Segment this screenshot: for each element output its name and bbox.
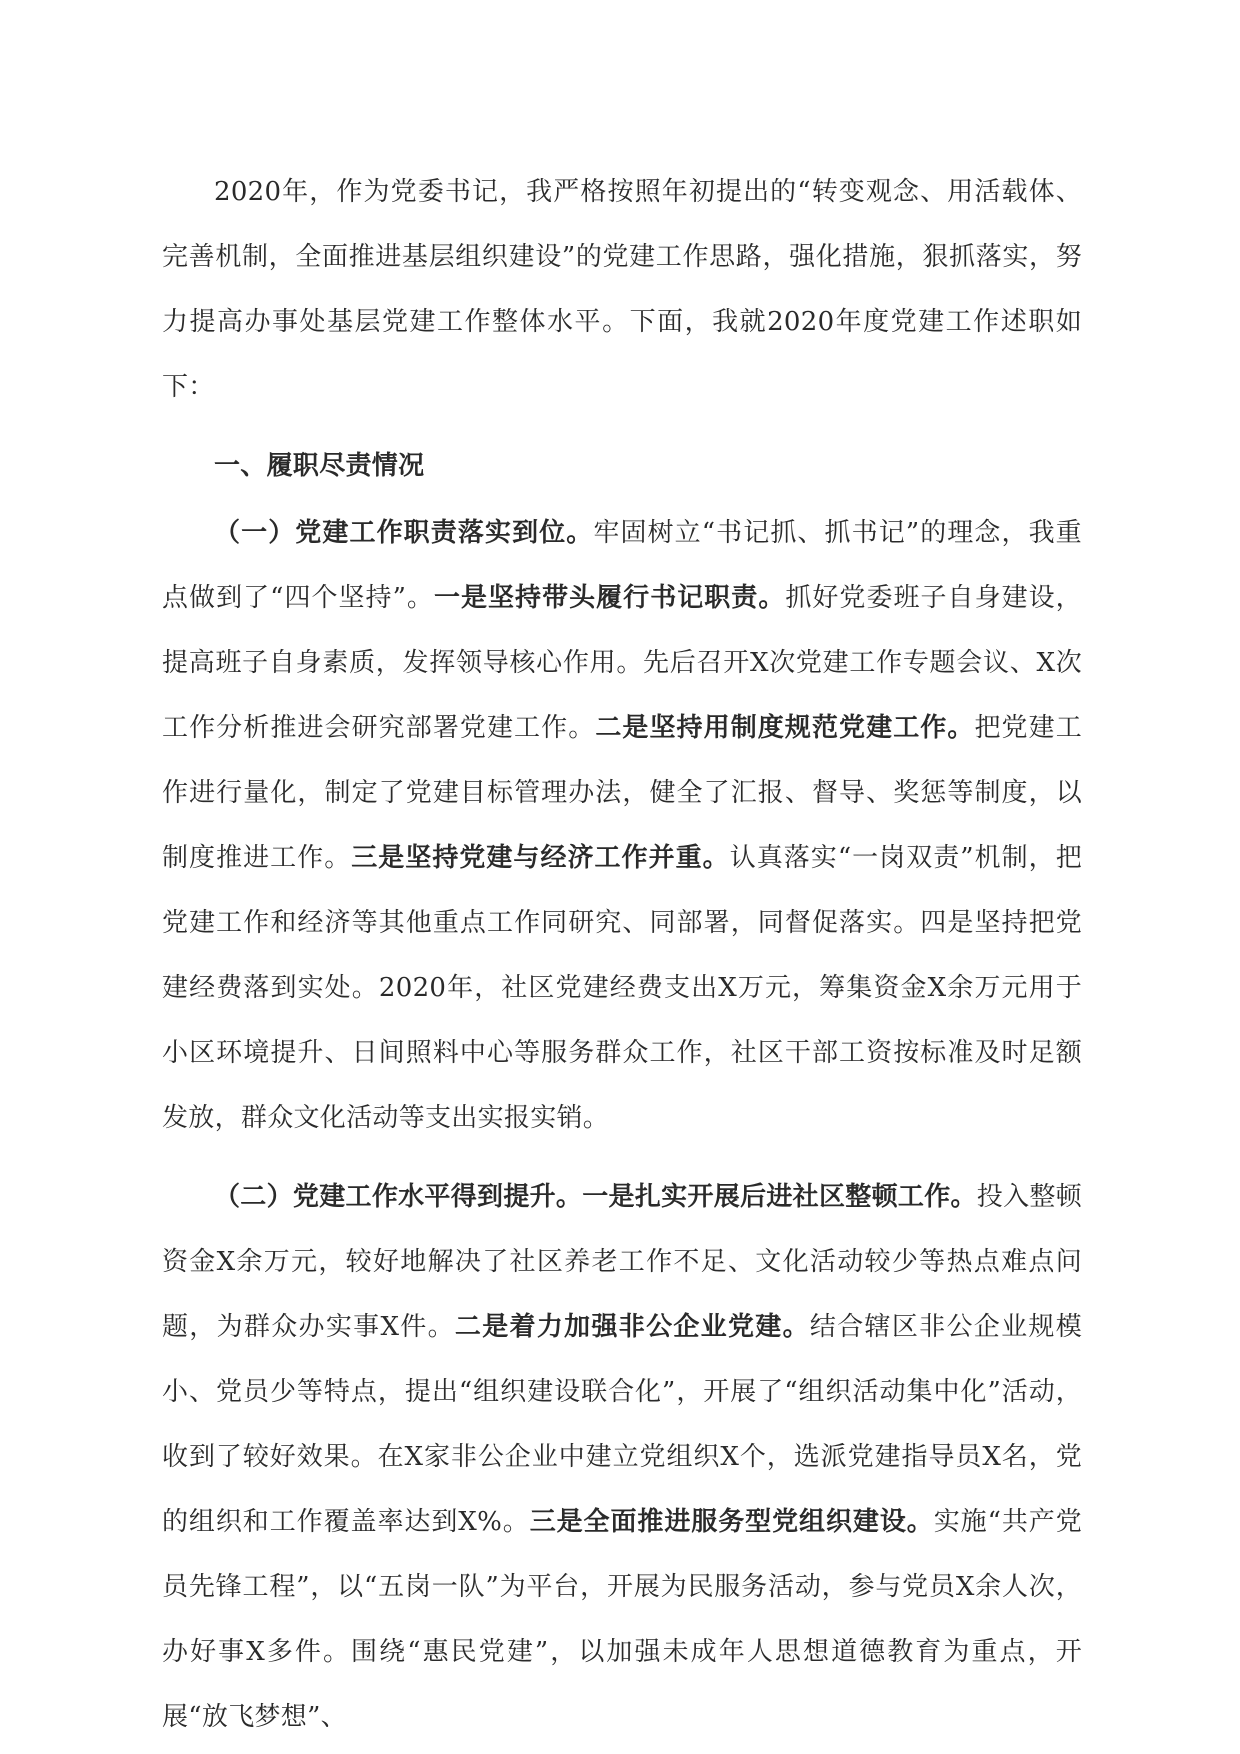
subsection-1-bold-2: 二是坚持用制度规范党建工作。 [595,713,975,743]
intro-paragraph [162,160,1082,420]
subsection-1-title: （一）党建工作职责落实到位。 [214,518,594,548]
subsection-1-paragraph [162,501,1082,1151]
subsection-2-bold-1: 一是扎实开展后进社区整顿工作。 [582,1182,977,1212]
subsection-2-paragraph [162,1165,1082,1750]
subsection-1-bold-1: 一是坚持带头履行书记职责。 [433,583,786,613]
subsection-1-text-4: 认真落实“一岗双责”机制，把党建工作和经济等其他重点工作同研究、同部署，同督促落实。四是坚持把党建经费落到实处。2020年，社区党建经费支出X万元，筹集资金X余万元用于小区环境提升、日间照料中心等服务群众工作，社区干部工资按标准及时足额发放，群众文化活动等支出实报实销。 [162,843,1082,1133]
subsection-2-bold-2: 二是着力加强非公企业党建。 [454,1312,810,1342]
subsection-2-title: （二）党建工作水平得到提升。 [214,1182,583,1212]
subsection-1-text-3: 把党建工作进行量化，制定了党建目标管理办法，健全了汇报、督导、奖惩等制度，以制度推进工作。 [162,713,1082,873]
subsection-2-text-3: 实施“共产党员先锋工程”，以“五岗一队”为平台，开展为民服务活动，参与党员X余人次，办好事X多件。围绕“惠民党建”，以加强未成年人思想道德教育为重点，开展“放飞梦想”、 [162,1507,1083,1732]
subsection-1-bold-3: 三是坚持党建与经济工作并重。 [351,843,730,873]
subsection-1-text-2: 抓好党委班子自身建设，提高班子自身素质，发挥领导核心作用。先后召开X次党建工作专题会议、X次工作分析推进会研究部署党建工作。 [162,583,1082,743]
subsection-1-text-1: 牢固树立“书记抓、抓书记”的理念，我重点做到了“四个坚持”。 [162,518,1082,613]
subsection-2-text-2: 结合辖区非公企业规模小、党员少等特点，提出“组织建设联合化”，开展了“组织活动集中化”活动，收到了较好效果。在X家非公企业中建立党组织X个，选派党建指导员X名，党的组织和工作覆盖率达到X%。 [162,1312,1082,1537]
section-heading [162,434,1082,499]
subsection-2-text-1: 投入整顿资金X余万元，较好地解决了社区养老工作不足、文化活动较少等热点难点问题，为群众办实事X件。 [162,1182,1083,1342]
document-page [162,160,1082,1750]
intro-text: 2020年，作为党委书记，我严格按照年初提出的“转变观念、用活载体、完善机制，全面推进基层组织建设”的党建工作思路，强化措施，狠抓落实，努力提高办事处基层党建工作整体水平。下面，我就2020年度党建工作述职如下： [162,177,1082,402]
subsection-2-bold-3: 三是全面推进服务型党组织建设。 [529,1507,934,1537]
section-heading-text: 一、履职尽责情况 [214,451,425,481]
